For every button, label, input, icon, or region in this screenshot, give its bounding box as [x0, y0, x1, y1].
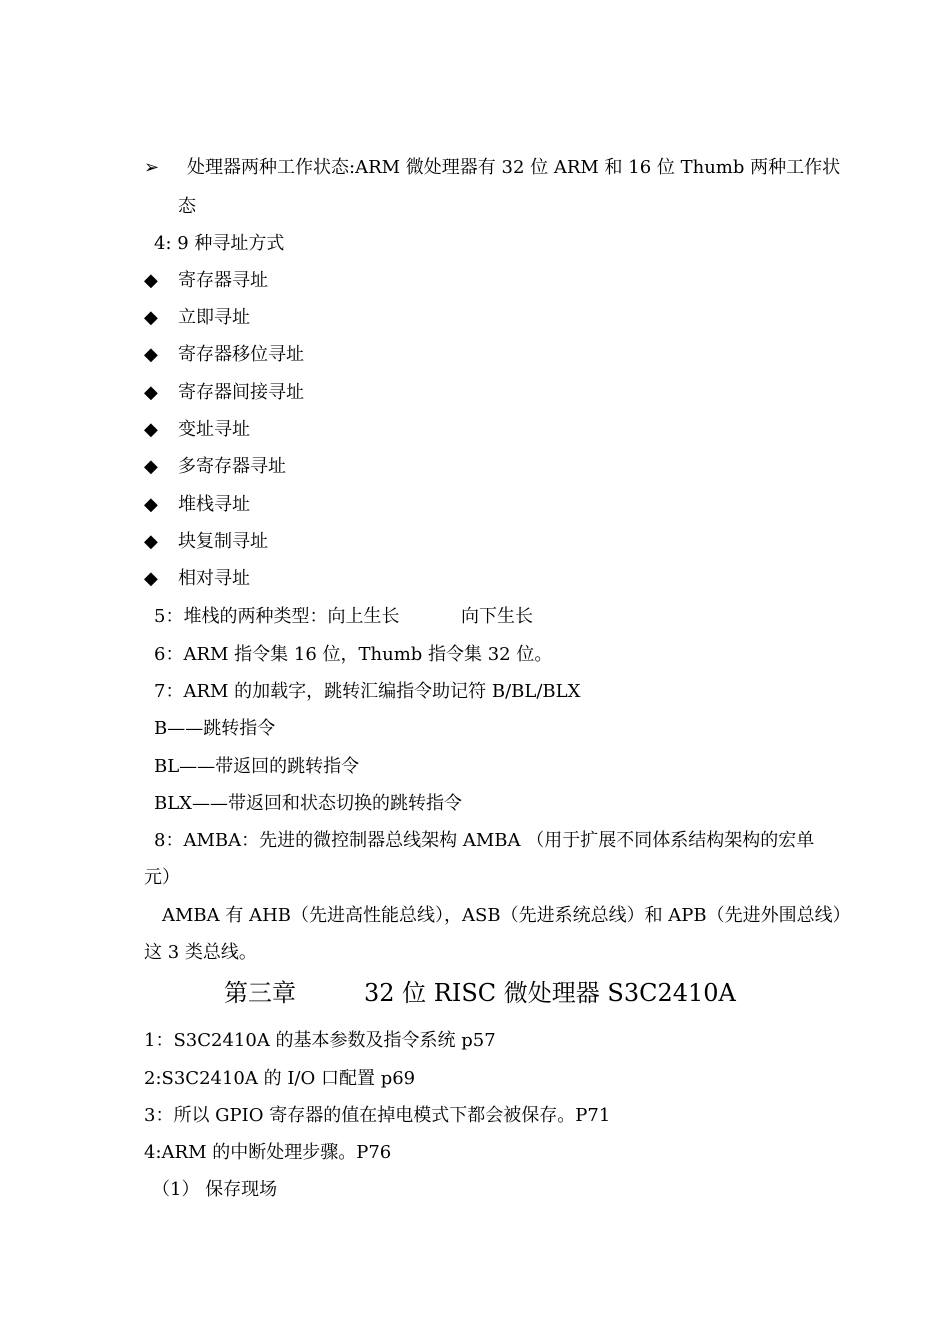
diamond-bullet-icon: ◆ — [144, 382, 158, 403]
arrow-bullet-icon: ➢ — [144, 157, 160, 178]
addressing-item: 多寄存器寻址 — [178, 456, 286, 477]
diamond-bullet-icon: ◆ — [144, 568, 158, 589]
amba-line-1: AMBA 有 AHB（先进高性能总线），ASB（先进系统总线）和 APB（先进外围总线） — [162, 905, 851, 926]
item-8-line-2: 元） — [144, 867, 180, 888]
addressing-item: 立即寻址 — [178, 307, 250, 328]
addressing-item: 堆栈寻址 — [178, 494, 250, 515]
bl-definition: BL——带返回的跳转指令 — [154, 756, 360, 777]
diamond-bullet-icon: ◆ — [144, 270, 158, 291]
addressing-item: 寄存器移位寻址 — [178, 344, 304, 365]
ch3-item-4: 4:ARM 的中断处理步骤。P76 — [144, 1142, 392, 1163]
intro-line-2: 态 — [178, 196, 196, 217]
item-7: 7：ARM 的加载字，跳转汇编指令助记符 B/BL/BLX — [154, 681, 581, 702]
stack-type-down: 向下生长 — [461, 606, 533, 627]
diamond-bullet-icon: ◆ — [144, 419, 158, 440]
addressing-item: 寄存器寻址 — [178, 270, 268, 291]
ch3-item-3: 3：所以 GPIO 寄存器的值在掉电模式下都会被保存。P71 — [144, 1105, 611, 1126]
b-definition: B——跳转指令 — [154, 718, 276, 739]
diamond-bullet-icon: ◆ — [144, 456, 158, 477]
amba-line-2: 这 3 类总线。 — [144, 942, 257, 963]
addressing-heading: 4: 9 种寻址方式 — [154, 233, 285, 254]
stack-types: 5：堆栈的两种类型：向上生长 — [154, 606, 400, 627]
item-8-line-1: 8：AMBA：先进的微控制器总线架构 AMBA （用于扩展不同体系结构架构的宏单 — [154, 830, 815, 851]
blx-definition: BLX——带返回和状态切换的跳转指令 — [154, 793, 462, 814]
ch3-item-1: 1：S3C2410A 的基本参数及指令系统 p57 — [144, 1030, 496, 1051]
ch3-item-2: 2:S3C2410A 的 I/O 口配置 p69 — [144, 1068, 416, 1089]
chapter-title: 32 位 RISC 微处理器 S3C2410A — [364, 979, 736, 1007]
addressing-item: 变址寻址 — [178, 419, 250, 440]
diamond-bullet-icon: ◆ — [144, 344, 158, 365]
chapter-number: 第三章 — [224, 979, 296, 1007]
diamond-bullet-icon: ◆ — [144, 307, 158, 328]
addressing-item: 相对寻址 — [178, 568, 250, 589]
diamond-bullet-icon: ◆ — [144, 531, 158, 552]
intro-line-1: 处理器两种工作状态:ARM 微处理器有 32 位 ARM 和 16 位 Thumb 两种工作状 — [187, 157, 841, 178]
diamond-bullet-icon: ◆ — [144, 494, 158, 515]
addressing-item: 块复制寻址 — [178, 531, 268, 552]
addressing-item: 寄存器间接寻址 — [178, 382, 304, 403]
ch3-step-1: （1） 保存现场 — [152, 1179, 278, 1200]
item-6: 6：ARM 指令集 16 位，Thumb 指令集 32 位。 — [154, 644, 553, 665]
